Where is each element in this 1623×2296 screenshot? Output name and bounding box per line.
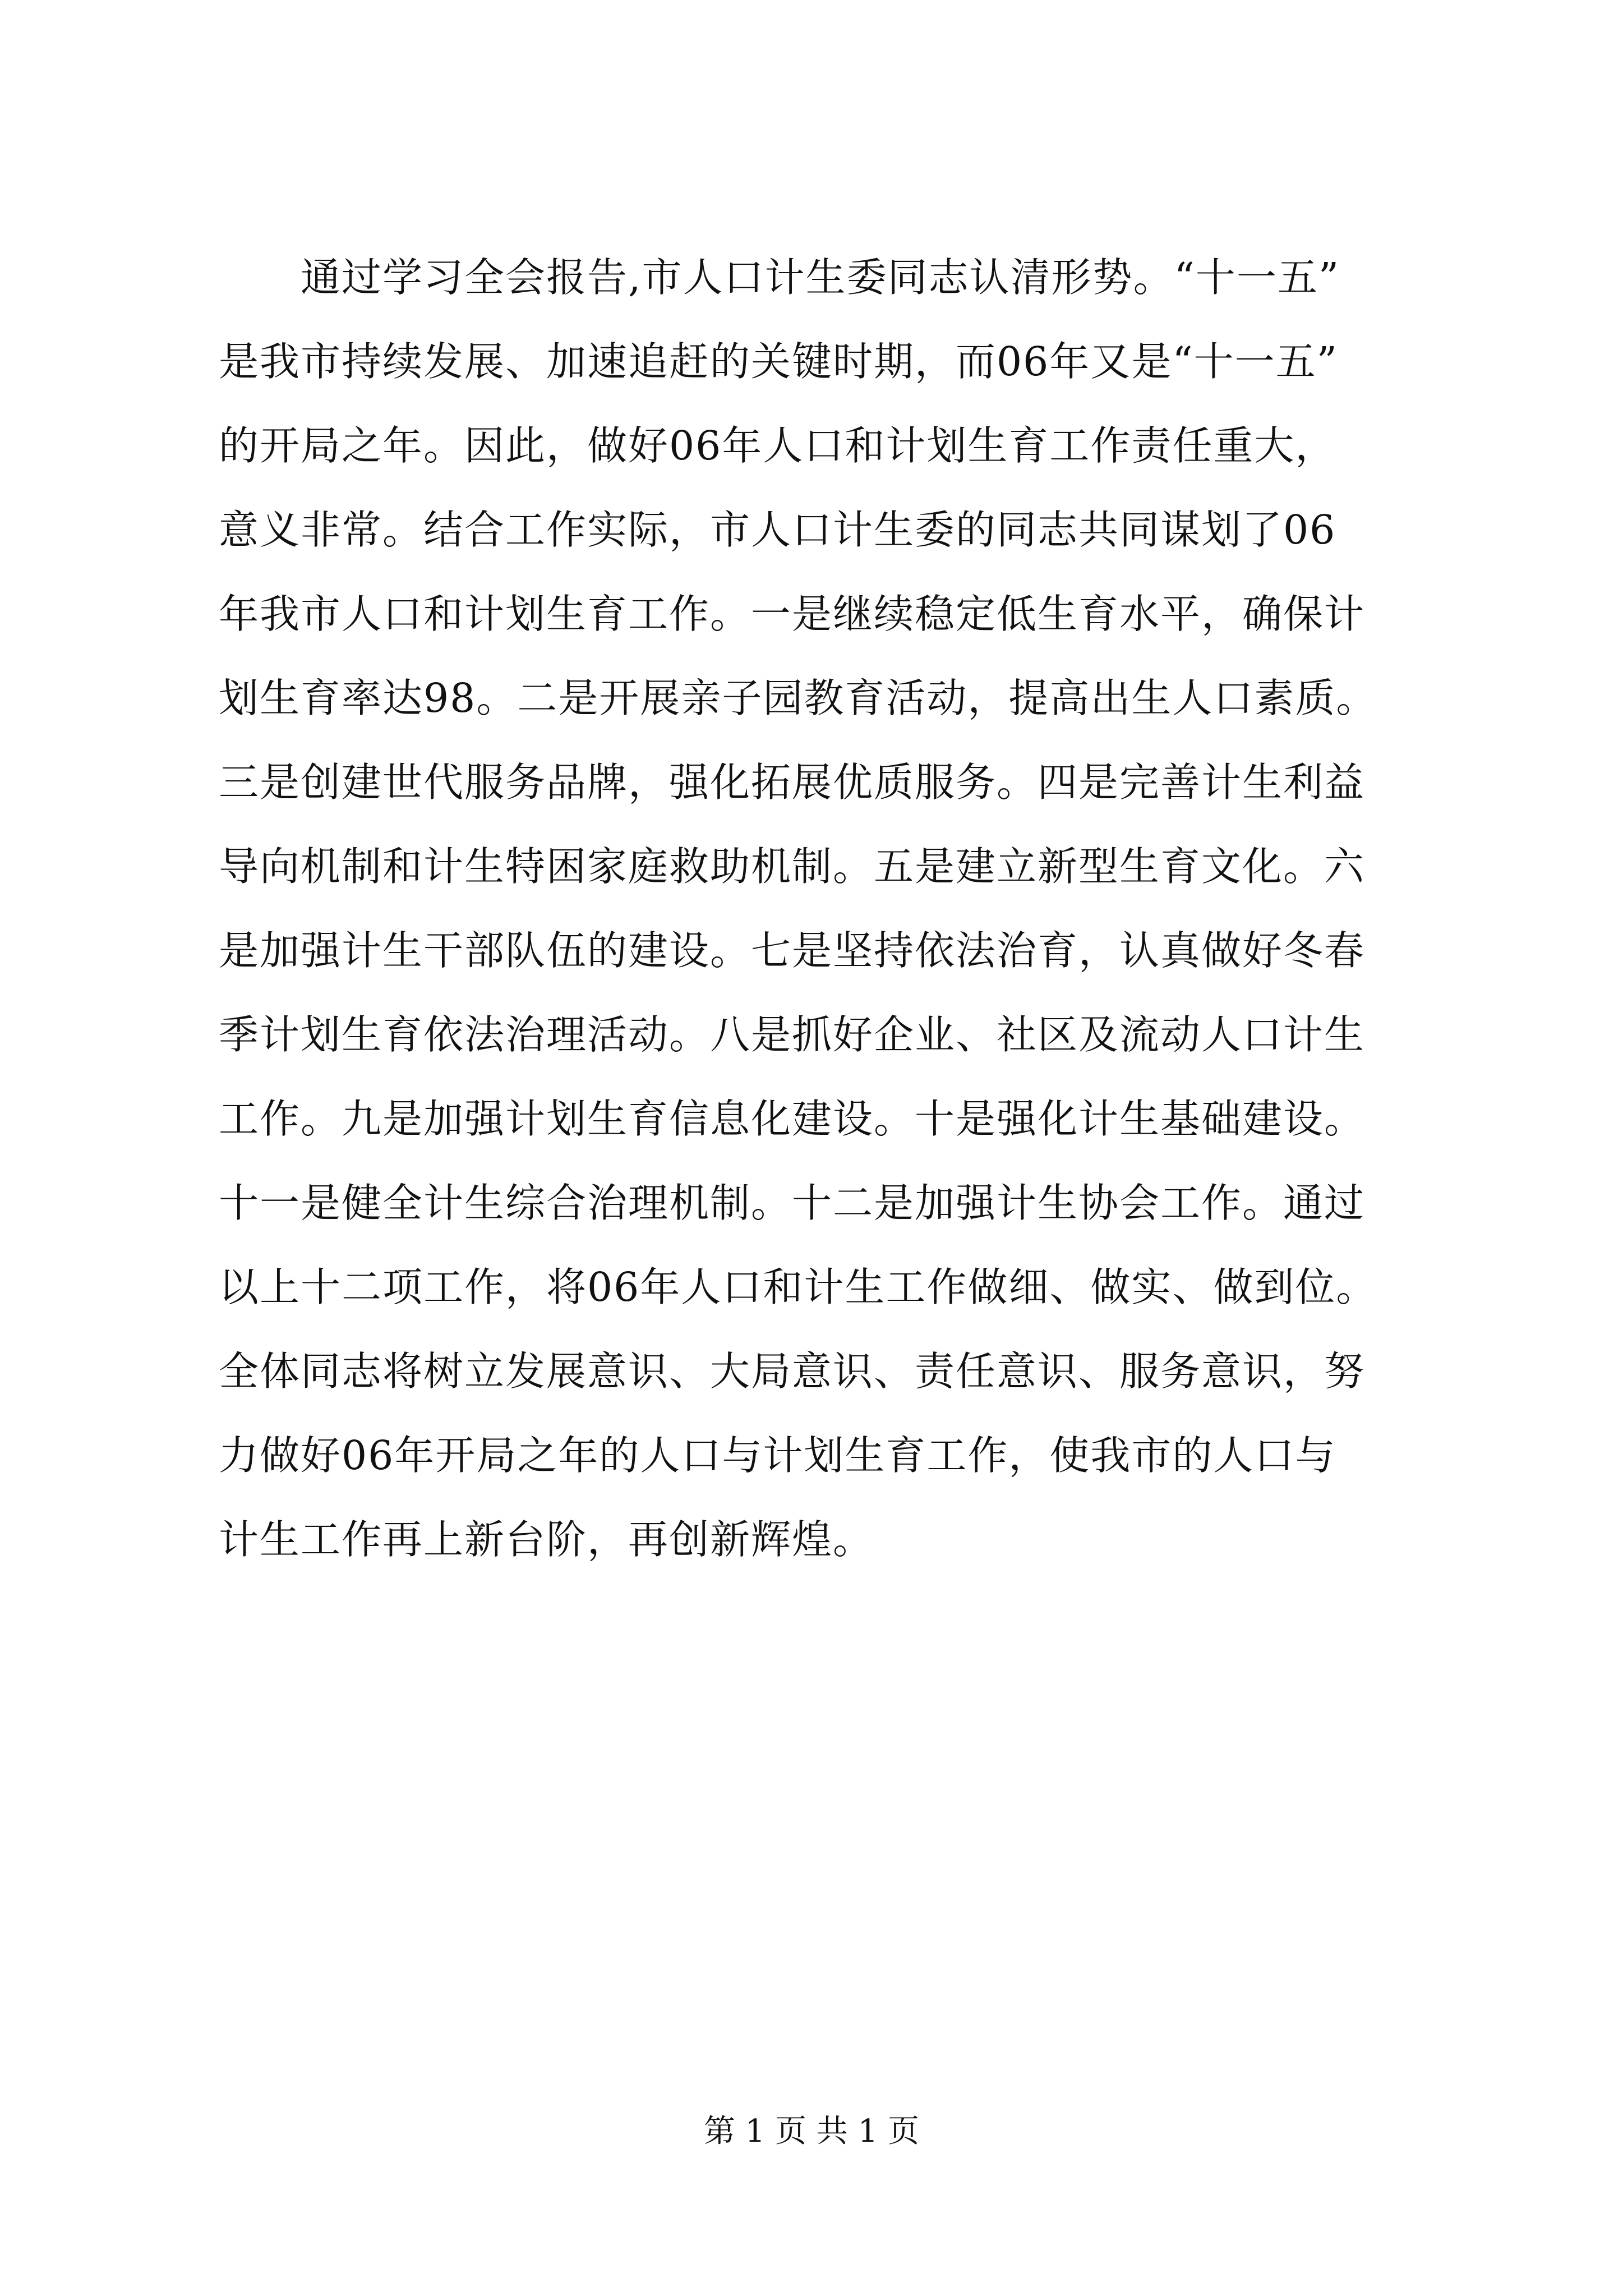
- text-line: 十一是健全计生综合治理机制。十二是加强计生协会工作。通过: [219, 1180, 1366, 1226]
- text-line: 全体同志将树立发展意识、大局意识、责任意识、服务意识，努: [219, 1348, 1366, 1395]
- text-line: 导向机制和计生特困家庭救助机制。五是建立新型生育文化。六: [219, 843, 1366, 890]
- text-line: 季计划生育依法治理活动。八是抓好企业、社区及流动人口计生: [219, 1011, 1366, 1058]
- text-line: 计生工作再上新台阶，再创新辉煌。: [219, 1516, 874, 1563]
- text-line: 是加强计生干部队伍的建设。七是坚持依法治育，认真做好冬春: [219, 927, 1366, 974]
- page-number-footer: 第 1 页 共 1 页: [703, 2113, 920, 2150]
- text-line: 通过学习全会报告,市人口计生委同志认清形势。“十一五”: [219, 254, 1340, 301]
- text-line: 是我市持续发展、加速追赶的关键时期，而06年又是“十一五”: [219, 338, 1338, 385]
- text-line: 三是创建世代服务品牌，强化拓展优质服务。四是完善计生利益: [219, 759, 1366, 806]
- text-line: 划生育率达98。二是开展亲子园教育活动，提高出生人口素质。: [219, 675, 1377, 721]
- text-line: 以上十二项工作，将06年人口和计生工作做细、做实、做到位。: [219, 1264, 1377, 1310]
- text-line: 力做好06年开局之年的人口与计划生育工作，使我市的人口与: [219, 1432, 1336, 1479]
- body-paragraph: [219, 236, 1408, 1582]
- text-line: 工作。九是加强计划生育信息化建设。十是强化计生基础建设。: [219, 1096, 1366, 1142]
- text-line: 意义非常。结合工作实际，市人口计生委的同志共同谋划了06: [219, 507, 1336, 553]
- text-line: 的开局之年。因此，做好06年人口和计划生育工作责任重大，: [219, 422, 1336, 469]
- text-line: 年我市人口和计划生育工作。一是继续稳定低生育水平，确保计: [219, 591, 1366, 637]
